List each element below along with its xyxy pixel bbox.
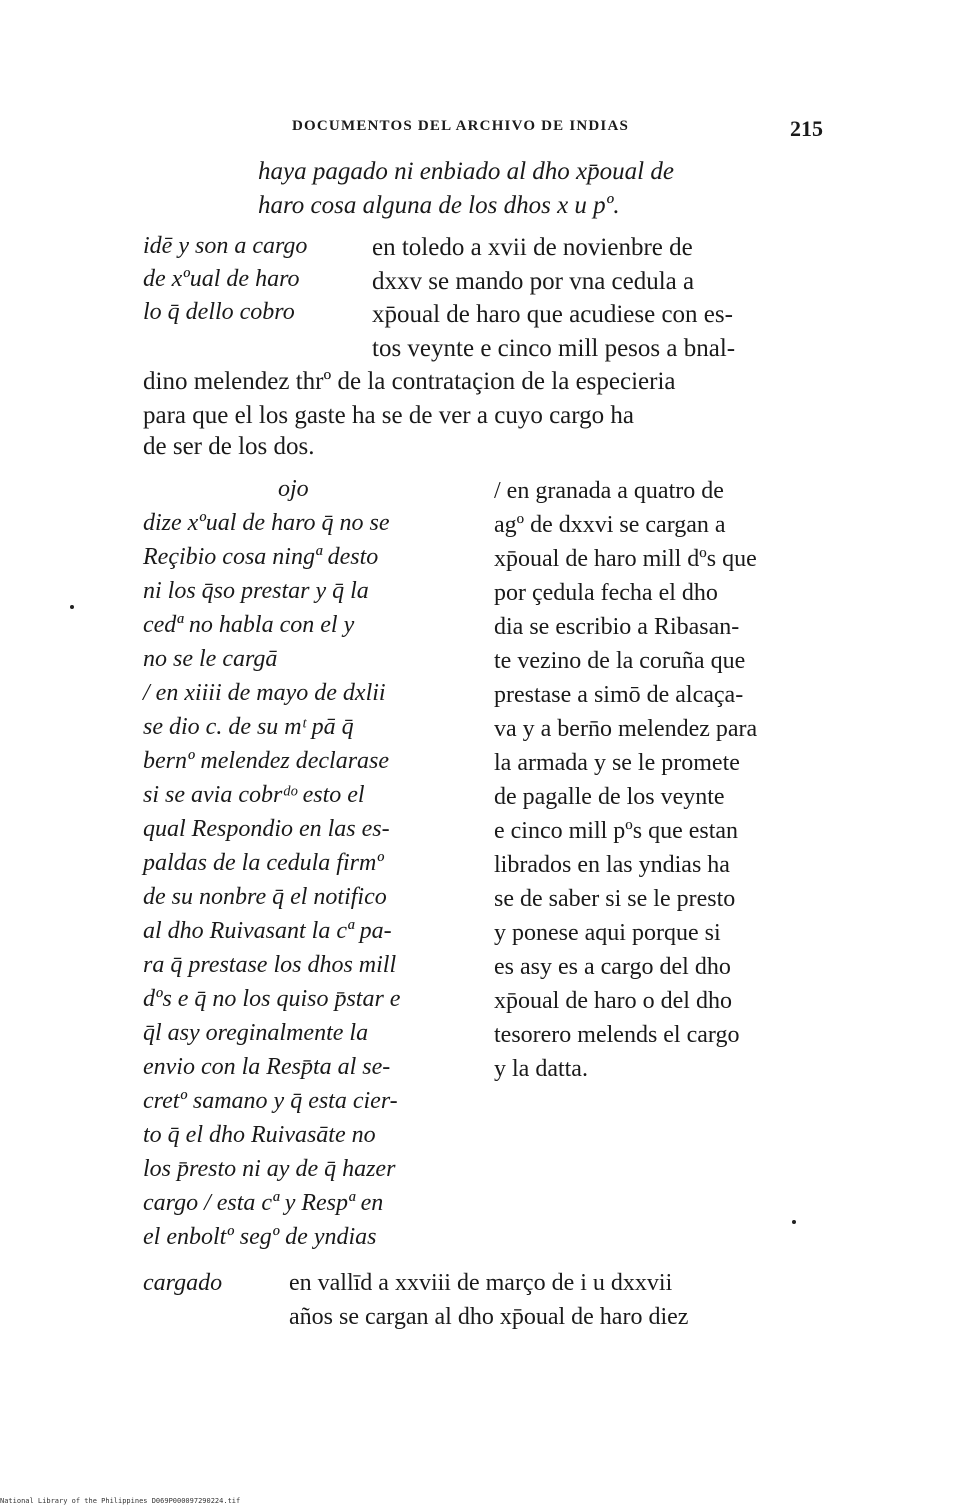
text-line: de pagalle de los veynte <box>494 784 725 810</box>
note-line: cargo / esta cª y Respª en <box>143 1190 384 1216</box>
note-line: si se avia cobrᵈᵒ esto el <box>143 782 365 808</box>
text-line: y ponese aqui porque si <box>494 920 721 946</box>
text-line: de ser de los dos. <box>143 433 315 460</box>
note-line: Reçibio cosa ningª desto <box>143 544 379 570</box>
note-line: bernº melendez declarase <box>143 748 390 774</box>
note-line: q̄l asy oreginalmente la <box>143 1020 369 1046</box>
note-line: de su nonbre q̄ el notifico <box>143 884 387 910</box>
text-line: dxxv se mando por vna cedula a <box>372 268 695 295</box>
margin-note-line: lo q̄ dello cobro <box>143 299 295 325</box>
note-line: se dio c. de su mᵗ pā q̄ <box>143 714 354 740</box>
text-line: agº de dxxvi se cargan a <box>494 512 726 538</box>
text-line: te vezino de la coruña que <box>494 648 746 674</box>
note-line: dºs e q̄ no los quiso p̄star e <box>143 986 401 1012</box>
text-line: y la datta. <box>494 1056 588 1082</box>
margin-note-line: cargado <box>143 1270 223 1296</box>
text-line: es asy es a cargo del dho <box>494 954 731 980</box>
margin-note-line: idē y son a cargo <box>143 233 308 259</box>
text-line: xp̄oual de haro o del dho <box>494 988 732 1014</box>
text-line: / en granada a quatro de <box>494 478 724 504</box>
note-heading: ojo <box>278 476 309 502</box>
scan-footer: National Library of the Philippines D069P000097290224.tif <box>0 1497 241 1505</box>
note-line: envio con la Resp̄ta al se- <box>143 1054 391 1080</box>
text-line: librados en las yndias ha <box>494 852 730 878</box>
text-line: haro cosa alguna de los dhos x u pº. <box>258 192 620 219</box>
text-line: años se cargan al dho xp̄oual de haro diez <box>289 1304 689 1330</box>
note-line: los p̄resto ni ay de q̄ hazer <box>143 1156 396 1182</box>
text-line: xp̄oual de haro que acudiese con es- <box>372 301 733 328</box>
note-line: / en xiiii de mayo de dxlii <box>143 680 386 706</box>
text-line: para que el los gaste ha se de ver a cuyo cargo ha <box>143 402 634 429</box>
text-line: tos veynte e cinco mill pesos a bnal- <box>372 335 736 362</box>
note-line: cretº samano y q̄ esta cier- <box>143 1088 398 1114</box>
running-header: DOCUMENTOS DEL ARCHIVO DE INDIAS <box>292 118 630 134</box>
text-line: en vallīd a xxviii de março de i u dxxvii <box>289 1270 673 1296</box>
text-line: va y a bern̄o melendez para <box>494 716 758 742</box>
speck-mark <box>70 605 74 609</box>
text-line: prestase a simō de alcaça- <box>494 682 744 708</box>
text-line: e cinco mill pºs que estan <box>494 818 739 844</box>
note-line: qual Respondio en las es- <box>143 816 390 842</box>
text-line: tesorero melends el cargo <box>494 1022 740 1048</box>
text-line: dia se escribio a Ribasan- <box>494 614 740 640</box>
note-line: dize xºual de haro q̄ no se <box>143 510 390 536</box>
speck-mark <box>792 1220 796 1224</box>
text-line: la armada y se le promete <box>494 750 740 776</box>
page-number: 215 <box>790 116 823 141</box>
note-line: el enboltº segº de yndias <box>143 1224 377 1250</box>
text-line: por çedula fecha el dho <box>494 580 718 606</box>
text-line: haya pagado ni enbiado al dho xp̄oual de <box>258 158 674 185</box>
note-line: no se le cargā <box>143 646 278 672</box>
margin-note-line: de xºual de haro <box>143 266 300 292</box>
text-line: en toledo a xvii de novienbre de <box>372 234 693 261</box>
note-line: ni los q̄so prestar y q̄ la <box>143 578 369 604</box>
note-line: cedª no habla con el y <box>143 612 355 638</box>
text-line: se de saber si se le presto <box>494 886 736 912</box>
text-line: dino melendez thrº de la contrataçion de la especieria <box>143 368 676 395</box>
note-line: to q̄ el dho Ruivasāte no <box>143 1122 376 1148</box>
text-line: xp̄oual de haro mill dºs que <box>494 546 757 572</box>
note-line: al dho Ruivasant la cª pa- <box>143 918 392 944</box>
note-line: ra q̄ prestase los dhos mill <box>143 952 397 978</box>
note-line: paldas de la cedula firmº <box>143 850 384 876</box>
